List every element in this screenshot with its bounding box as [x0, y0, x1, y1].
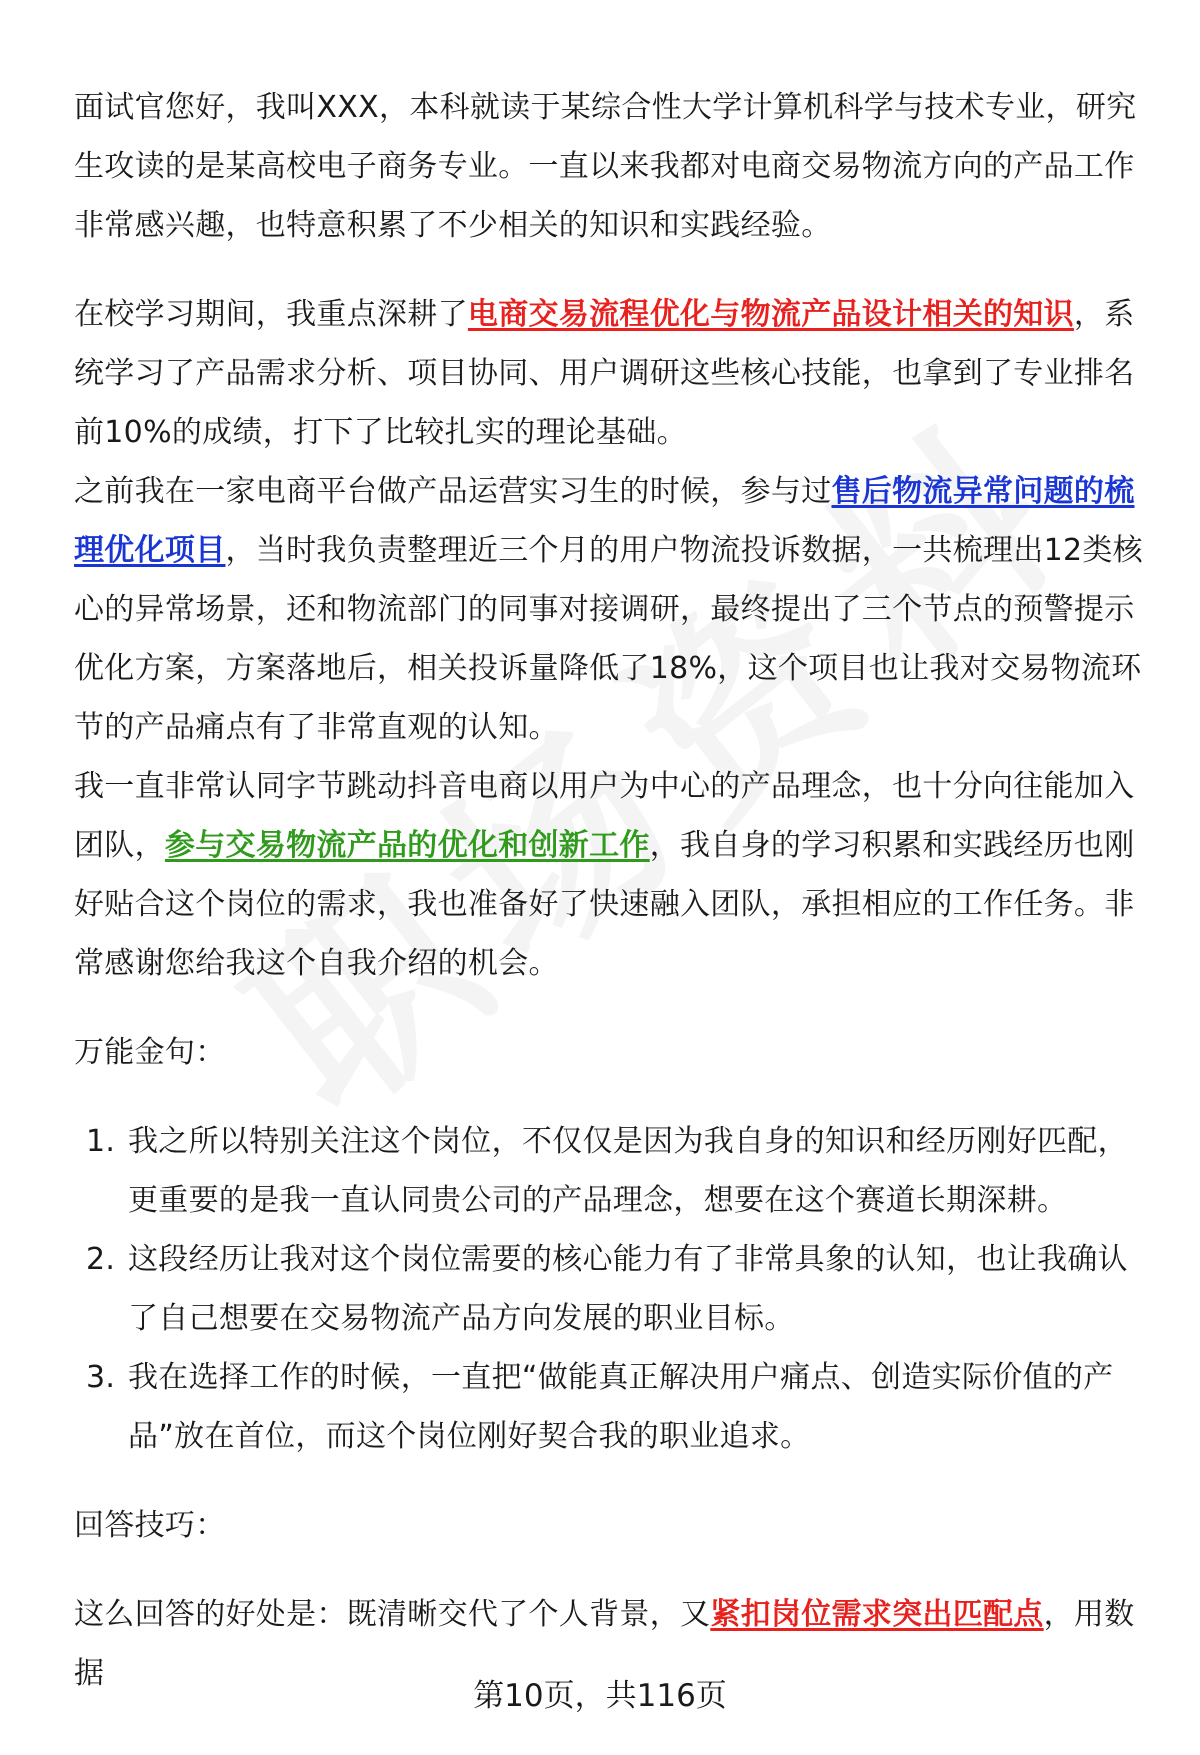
- intro-paragraph-1: 面试官您好，我叫XXX，本科就读于某综合性大学计算机科学与技术专业，研究生攻读的是某高校电子商务专业。一直以来我都对电商交易物流方向的产品工作非常感兴趣，也特意积累了不少相关的知识和实践经验。: [74, 90, 1137, 243]
- golden-heading: 万能金句：: [74, 1035, 226, 1070]
- text-run: 这么回答的好处是：既清晰交代了个人背景，又: [74, 1597, 711, 1632]
- intro-paragraph-4: [74, 757, 1152, 993]
- text-run: ，用数据: [74, 1597, 1135, 1691]
- golden-list: [74, 1112, 1152, 1466]
- document-body: [74, 78, 1152, 1703]
- list-text: 我之所以特别关注这个岗位，不仅仅是因为我自身的知识和经历刚好匹配，更重要的是我一直认同贵公司的产品理念，想要在这个赛道长期深耕。: [128, 1124, 1128, 1218]
- list-number: 3.: [86, 1360, 116, 1395]
- list-item: [74, 1230, 1152, 1348]
- highlight-goal: 参与交易物流产品的优化和创新工作: [164, 828, 650, 863]
- highlight-study-focus: 电商交易流程优化与物流产品设计相关的知识: [467, 297, 1074, 332]
- text-run: 之前我在一家电商平台做产品运营实习生的时候，参与过: [74, 474, 832, 509]
- list-item: [74, 1112, 1152, 1230]
- list-number: 2.: [86, 1242, 116, 1277]
- highlight-match: 紧扣岗位需求突出匹配点: [710, 1597, 1044, 1632]
- list-text: 这段经历让我对这个岗位需要的核心能力有了非常具象的认知，也让我确认了自己想要在交易物流产品方向发展的职业目标。: [128, 1242, 1128, 1336]
- highlight-project: 售后物流异常问题的梳理优化项目: [74, 474, 1135, 568]
- page-number: 第10页，共116页: [473, 1678, 727, 1714]
- list-text: 我在选择工作的时候，一直把“做能真正解决用户痛点、创造实际价值的产品”放在首位，而这个岗位刚好契合我的职业追求。: [128, 1360, 1114, 1454]
- tips-heading: 回答技巧：: [74, 1508, 226, 1543]
- text-run: ，当时我负责整理近三个月的用户物流投诉数据，一共梳理出12类核心的异常场景，还和物流部门的同事对接调研，最终提出了三个节点的预警提示优化方案，方案落地后，相关投诉量降低了18%，这个项目也让我对交易物流环节的产品痛点有了非常直观的认知。: [74, 533, 1143, 745]
- text-run: 我一直非常认同字节跳动抖音电商以用户为中心的产品理念，也十分向往能加入团队，: [74, 769, 1135, 863]
- list-number: 1.: [86, 1124, 116, 1159]
- text-run: ，我自身的学习积累和实践经历也刚好贴合这个岗位的需求，我也准备好了快速融入团队，承担相应的工作任务。非常感谢您给我这个自我介绍的机会。: [74, 828, 1135, 981]
- list-item: [74, 1348, 1152, 1466]
- intro-paragraph-3: [74, 462, 1152, 757]
- intro-paragraph-2: [74, 285, 1152, 462]
- text-run: 在校学习期间，我重点深耕了: [74, 297, 468, 332]
- text-run: ，系统学习了产品需求分析、项目协同、用户调研这些核心技能，也拿到了专业排名前10%的成绩，打下了比较扎实的理论基础。: [74, 297, 1135, 450]
